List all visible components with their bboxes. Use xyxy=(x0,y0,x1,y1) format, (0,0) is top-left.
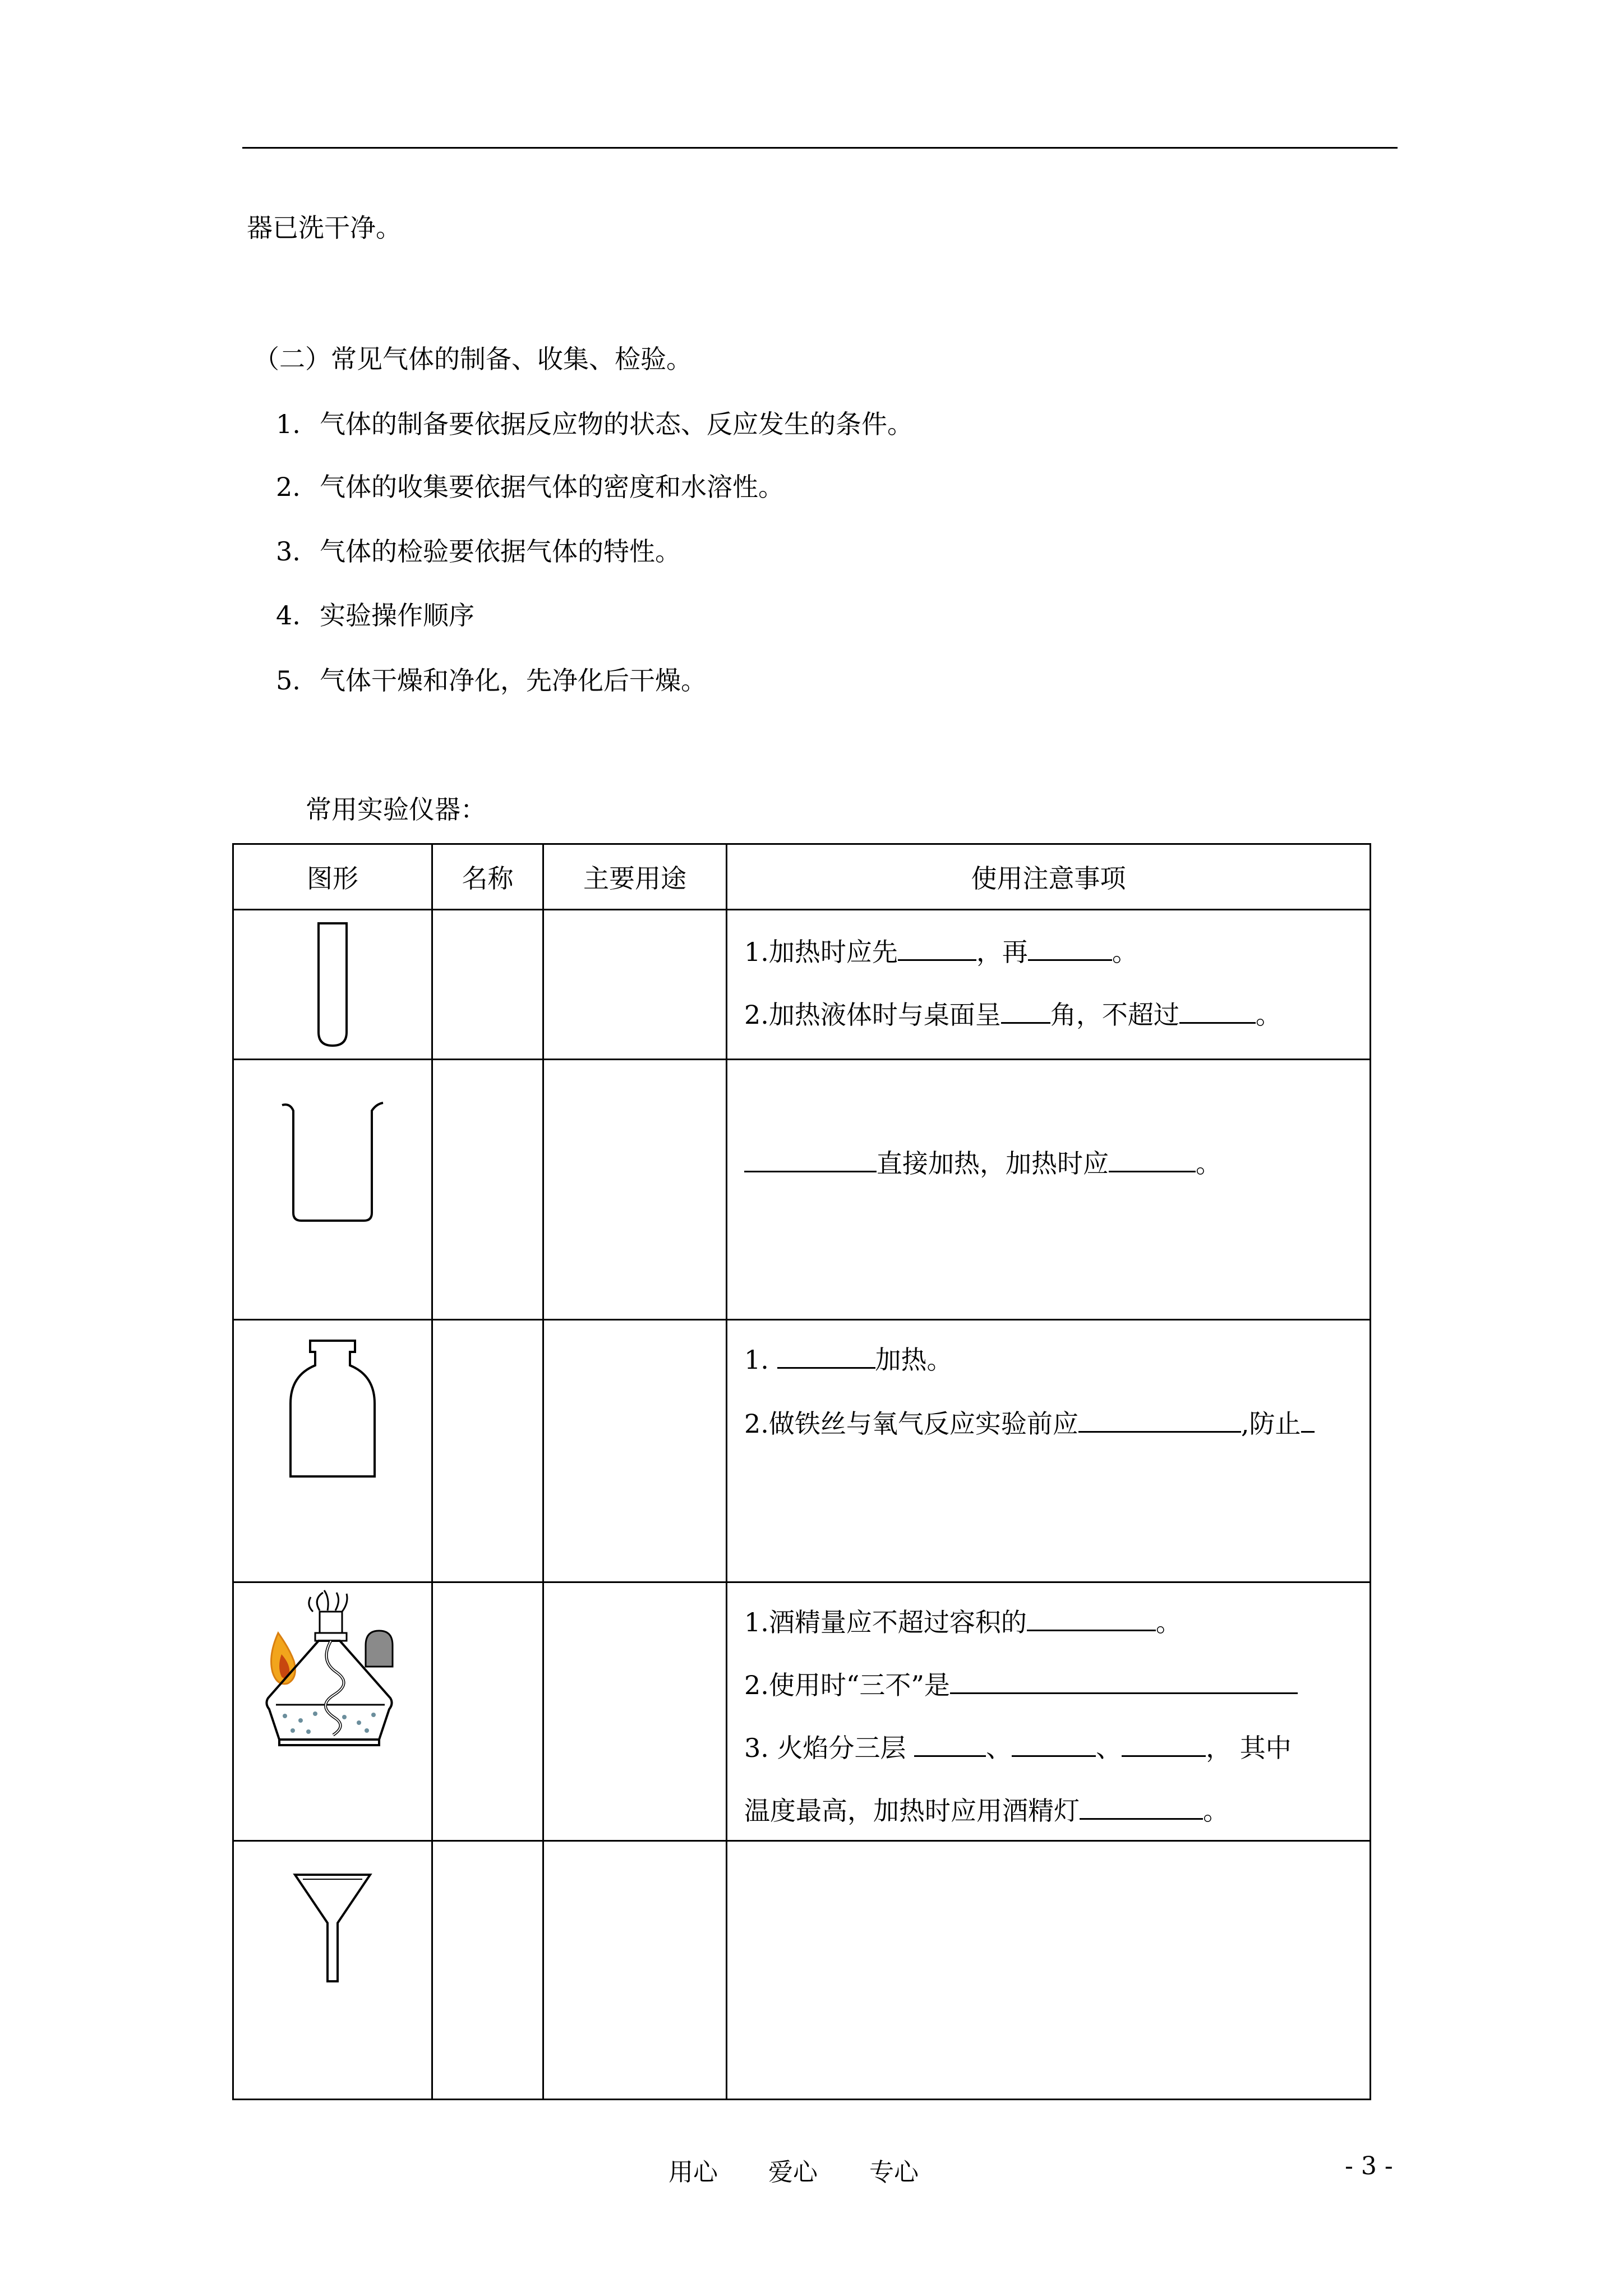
header-rule xyxy=(242,147,1398,149)
note-line: 温度最高，加热时应用酒精灯 。 xyxy=(744,1796,1229,1826)
answer-blank xyxy=(1001,999,1050,1024)
footer-motto-1: 用心 xyxy=(668,2158,718,2187)
list-item-text: 气体的检验要依据气体的特性。 xyxy=(320,536,681,567)
note-line: 2.加热液体时与桌面呈 角，不超过 。 xyxy=(744,1000,1281,1030)
header-cell-name: 名称 xyxy=(432,844,543,910)
table-row xyxy=(233,1582,1371,1841)
test-tube-icon xyxy=(234,920,431,1049)
alcohol-lamp-icon xyxy=(234,1588,431,1751)
figure-cell xyxy=(233,910,432,1060)
notes-cell xyxy=(727,1582,1371,1841)
notes-cell xyxy=(727,1060,1371,1320)
name-cell xyxy=(432,1060,543,1320)
apparatus-table xyxy=(232,843,1371,2100)
header-cell-notes: 使用注意事项 xyxy=(727,844,1371,910)
footer-motto-3: 专心 xyxy=(869,2158,919,2187)
beaker-icon xyxy=(234,1097,431,1226)
answer-blank xyxy=(898,936,976,961)
answer-blank xyxy=(1080,1795,1203,1820)
notes-cell xyxy=(727,1320,1371,1582)
note-line: 2.做铁丝与氧气反应实验前应 ,防止 xyxy=(744,1404,1315,1441)
answer-blank xyxy=(777,1343,875,1369)
table-row xyxy=(233,1060,1371,1320)
figure-cell xyxy=(233,1060,432,1320)
answer-blank xyxy=(1028,936,1112,961)
funnel-icon xyxy=(234,1869,431,1987)
list-item-text: 气体的制备要依据反应物的状态、反应发生的条件。 xyxy=(320,409,913,439)
notes-cell xyxy=(727,1841,1371,2100)
list-item-text: 气体的收集要依据气体的密度和水溶性。 xyxy=(320,472,784,502)
answer-blank xyxy=(1012,1732,1096,1757)
answer-blank xyxy=(1027,1606,1156,1631)
answer-blank xyxy=(1122,1732,1206,1757)
answer-blank xyxy=(744,1147,877,1172)
note-line: 1.加热时应先 ，再 。 xyxy=(744,937,1138,967)
name-cell xyxy=(432,1582,543,1841)
figure-cell xyxy=(233,1320,432,1582)
table-row xyxy=(233,910,1371,1060)
use-cell xyxy=(543,1841,727,2100)
answer-blank xyxy=(950,1669,1298,1694)
name-cell xyxy=(432,910,543,1060)
list-item-number: 4. xyxy=(276,600,301,631)
list-item-number: 2. xyxy=(276,472,301,502)
answer-blank xyxy=(1078,1407,1241,1433)
use-cell xyxy=(543,1582,727,1841)
note-line: 3. 火焰分三层 、 、 ， 其中 xyxy=(744,1733,1292,1763)
table-caption: 常用实验仪器： xyxy=(306,794,486,825)
name-cell xyxy=(432,1841,543,2100)
table-row xyxy=(233,1320,1371,1582)
answer-blank xyxy=(1179,999,1256,1024)
name-cell xyxy=(432,1320,543,1582)
page-number: - 3 - xyxy=(1345,2152,1393,2180)
note-line: 1.酒精量应不超过容积的 。 xyxy=(744,1607,1182,1637)
list-item-text: 实验操作顺序 xyxy=(320,600,474,631)
table-row xyxy=(233,1841,1371,2100)
figure-cell xyxy=(233,1582,432,1841)
answer-blank xyxy=(1301,1407,1315,1433)
notes-cell xyxy=(727,910,1371,1060)
list-item-number: 3. xyxy=(276,536,301,567)
use-cell xyxy=(543,1320,727,1582)
table-header-row xyxy=(233,844,1371,910)
intro-fragment: 器已洗干净。 xyxy=(247,213,402,243)
note-line: 2.使用时“三不”是 xyxy=(744,1665,1298,1702)
list-item-number: 5. xyxy=(276,665,301,696)
header-cell-figure: 图形 xyxy=(233,844,432,910)
section-title: （二）常见气体的制备、收集、检验。 xyxy=(253,344,692,374)
list-item-number: 1. xyxy=(276,409,301,439)
answer-blank xyxy=(914,1732,986,1757)
list-item-text: 气体干燥和净化，先净化后干燥。 xyxy=(320,665,707,696)
gas-bottle-icon xyxy=(234,1336,431,1482)
footer-motto-2: 爱心 xyxy=(768,2158,818,2187)
answer-blank xyxy=(1109,1147,1196,1172)
use-cell xyxy=(543,910,727,1060)
header-cell-use: 主要用途 xyxy=(543,844,727,910)
note-line: 直接加热，加热时应 。 xyxy=(744,1143,1221,1180)
figure-cell xyxy=(233,1841,432,2100)
use-cell xyxy=(543,1060,727,1320)
note-line: 1. 加热。 xyxy=(744,1345,953,1375)
